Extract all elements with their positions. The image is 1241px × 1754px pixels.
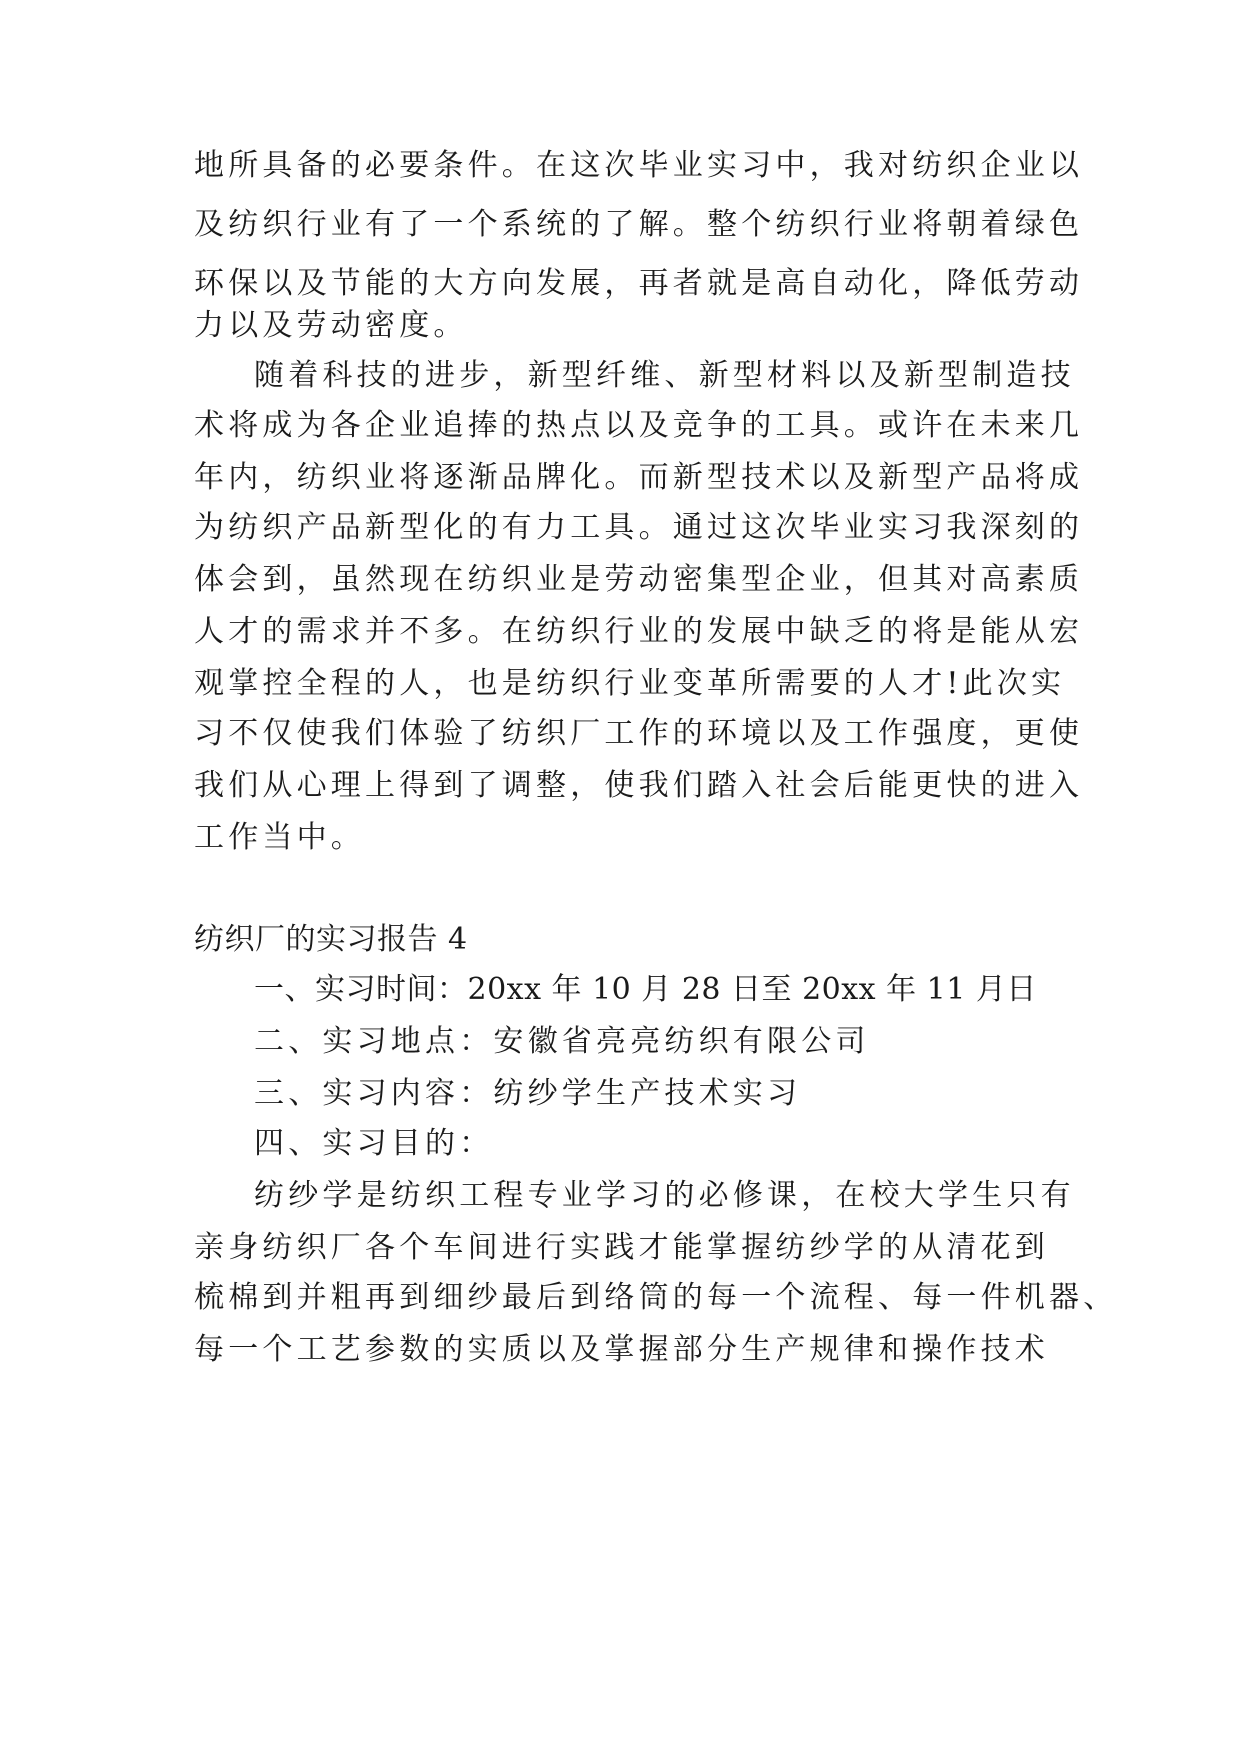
text-line: 观掌控全程的人，也是纺织行业变革所需要的人才!此次实 bbox=[194, 666, 1066, 701]
text-line: 地所具备的必要条件。在这次毕业实习中，我对纺织企业以 bbox=[194, 148, 1084, 183]
text-line: 力以及劳动密度。 bbox=[194, 308, 468, 343]
text-line: 及纺织行业有了一个系统的了解。整个纺织行业将朝着绿色 bbox=[194, 207, 1084, 242]
text-line: 体会到，虽然现在纺织业是劳动密集型企业，但其对高素质 bbox=[194, 562, 1084, 597]
list-item: 一、实习时间：20xx 年 10 月 28 日至 20xx 年 11 月日 bbox=[254, 972, 1037, 1007]
text-line: 环保以及节能的大方向发展，再者就是高自动化，降低劳动 bbox=[194, 266, 1084, 301]
section-title: 纺织厂的实习报告 4 bbox=[194, 922, 468, 957]
list-item: 三、实习内容：纺纱学生产技术实习 bbox=[254, 1076, 802, 1111]
text-line: 为纺织产品新型化的有力工具。通过这次毕业实习我深刻的 bbox=[194, 510, 1084, 545]
list-item: 四、实习目的： bbox=[254, 1126, 494, 1161]
text-line: 随着科技的进步，新型纤维、新型材料以及新型制造技 bbox=[254, 358, 1075, 393]
text-line: 习不仅使我们体验了纺织厂工作的环境以及工作强度，更使 bbox=[194, 716, 1084, 751]
text-line: 梳棉到并粗再到细纱最后到络筒的每一个流程、每一件机器、 bbox=[194, 1280, 1118, 1315]
text-line: 工作当中。 bbox=[194, 820, 365, 855]
text-line: 我们从心理上得到了调整，使我们踏入社会后能更快的进入 bbox=[194, 768, 1084, 803]
text-line: 年内，纺织业将逐渐品牌化。而新型技术以及新型产品将成 bbox=[194, 460, 1084, 495]
text-line: 纺纱学是纺织工程专业学习的必修课，在校大学生只有 bbox=[254, 1178, 1075, 1213]
text-line: 术将成为各企业追捧的热点以及竞争的工具。或许在未来几 bbox=[194, 408, 1084, 443]
list-item: 二、实习地点：安徽省亮亮纺织有限公司 bbox=[254, 1024, 870, 1059]
text-line: 每一个工艺参数的实质以及掌握部分生产规律和操作技术 bbox=[194, 1332, 1049, 1367]
text-line: 亲身纺织厂各个车间进行实践才能掌握纺纱学的从清花到 bbox=[194, 1230, 1049, 1265]
text-line: 人才的需求并不多。在纺织行业的发展中缺乏的将是能从宏 bbox=[194, 614, 1084, 649]
